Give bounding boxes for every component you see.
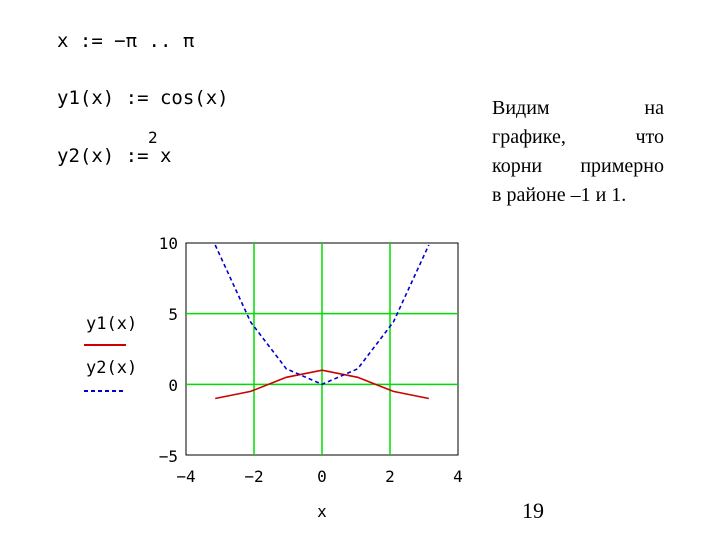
x-tick-label: −2 [244, 467, 264, 486]
note-line: Видим на [492, 97, 664, 119]
note-line: графике, что [492, 126, 664, 148]
page-number: 19 [522, 498, 544, 523]
x-tick-label: 4 [453, 467, 463, 486]
legend-y1-label: y1(x) [86, 314, 138, 334]
y2-formula: y2(x) := x [57, 145, 172, 167]
range-formula: x := −π .. π [57, 30, 195, 52]
note-line: корни примерно [492, 155, 664, 177]
note-line: в районе –1 и 1. [492, 184, 627, 206]
y-tick-label: 10 [158, 234, 178, 253]
y1-formula: y1(x) := cos(x) [57, 87, 229, 109]
x-tick-label: 0 [317, 467, 327, 486]
y-tick-label: −5 [158, 447, 178, 466]
x-axis-label: x [317, 502, 327, 521]
x-tick-label: 2 [385, 467, 395, 486]
legend-y2-label: y2(x) [86, 358, 138, 378]
y2-exponent: 2 [148, 128, 158, 147]
y-tick-label: 0 [168, 376, 178, 395]
y-tick-label: 5 [168, 305, 178, 324]
x-tick-label: −4 [176, 467, 196, 486]
grid-layer [186, 243, 458, 455]
